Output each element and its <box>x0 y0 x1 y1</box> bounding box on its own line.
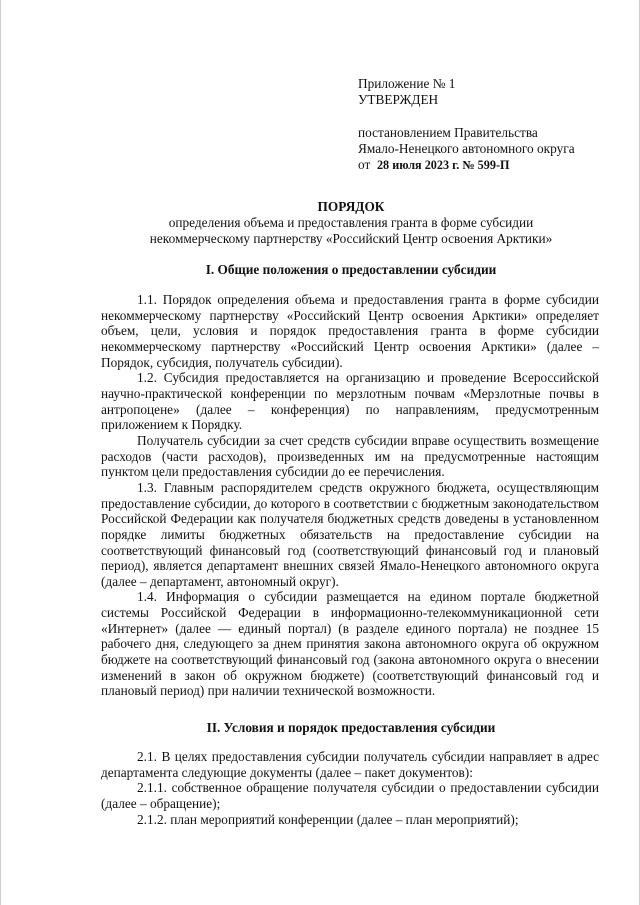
section-1-body <box>101 292 599 699</box>
decree-line-1: постановлением Правительства <box>358 124 538 140</box>
appendix-label: Приложение № 1 <box>358 76 456 91</box>
section-1-heading: I. Общие положения о предоставлении субсидии <box>205 262 497 277</box>
paragraph-1-4: 1.4. Информация о субсидии размещается на едином портале бюджетной системы Российской Федерации в информационно-телекоммуникационной сети «Интернет» (далее — единый портал) (в разделе единого портала) не позднее 15 рабочего дня, следующего за днем принятия закона автономного округа об окружном бюджете на соответствующий финансовый год (закона автономного округа о внесении изменений в закон об окружном бюджете) (соответствующий финансовый год и плановый период) при наличии технической возможности. <box>101 589 599 699</box>
section-2-body <box>101 749 599 827</box>
paragraph-1-3: 1.3. Главным распорядителем средств окружного бюджета, осуществляющим предоставление субсидии, до которого в соответствии с бюджетным законодательством Российской Федерации как получателя бюджетных средств доведены в установленном порядке лимиты бюджетных обязательств на предоставление субсидии на соответствующий финансовый год (соответствующий финансовый год и плановый период), является департамент внешних связей Ямало-Ненецкого автономного округа (далее – департамент, автономный округ). <box>101 479 599 589</box>
document-title-block <box>101 199 601 247</box>
paragraph-1-2-note: Получатель субсидии за счет средств субсидии вправе осуществить возмещение расходов (части расходов), произведенных им на предусмотренные настоящим пунктом цели предоставления субсидии до ее перечисления. <box>101 432 599 480</box>
paragraph-1-2: 1.2. Субсидия предоставляется на организацию и проведение Всероссийской научно-практической конференции по мерзлотным почвам «Мерзлотные почвы в антропоцене» (далее – конференция) по направлениям, предусмотренным приложением к Порядку. <box>101 370 599 433</box>
approval-stamp <box>358 76 628 173</box>
paragraph-1-1: 1.1. Порядок определения объема и предоставления гранта в форме субсидии некоммерческому партнерству «Российский Центр освоения Арктики» определяет объем, цели, условия и порядок предоставления гранта в форме субсидии некоммерческому партнерству «Российский Центр освоения Арктики» (далее – Порядок, субсидия, получатель субсидии). <box>101 292 599 370</box>
paragraph-2-1-2: 2.1.2. план мероприятий конференции (далее – план мероприятий); <box>137 811 519 827</box>
paragraph-2-1-1: 2.1.1. собственное обращение получателя субсидии о предоставлении субсидии (далее – обращение); <box>101 780 599 811</box>
document-subtitle-line-2: некоммерческому партнерству «Российский Центр освоения Арктики» <box>149 231 553 246</box>
document-subtitle-line-1: определения объема и предоставления гранта в форме субсидии <box>168 215 534 230</box>
section-2-heading: II. Условия и порядок предоставления субсидии <box>206 720 496 735</box>
approved-label: УТВЕРЖДЕН <box>358 92 439 108</box>
date-prefix: от <box>358 157 371 173</box>
decree-line-2: Ямало-Ненецкого автономного округа <box>358 140 575 156</box>
decree-date-line <box>358 157 628 173</box>
document-title: ПОРЯДОК <box>317 199 385 214</box>
decree-reference: 28 июля 2023 г. № 599-П <box>376 158 510 173</box>
paragraph-2-1: 2.1. В целях предоставления субсидии получатель субсидии направляет в адрес департамента следующие документы (далее – пакет документов): <box>101 749 599 780</box>
